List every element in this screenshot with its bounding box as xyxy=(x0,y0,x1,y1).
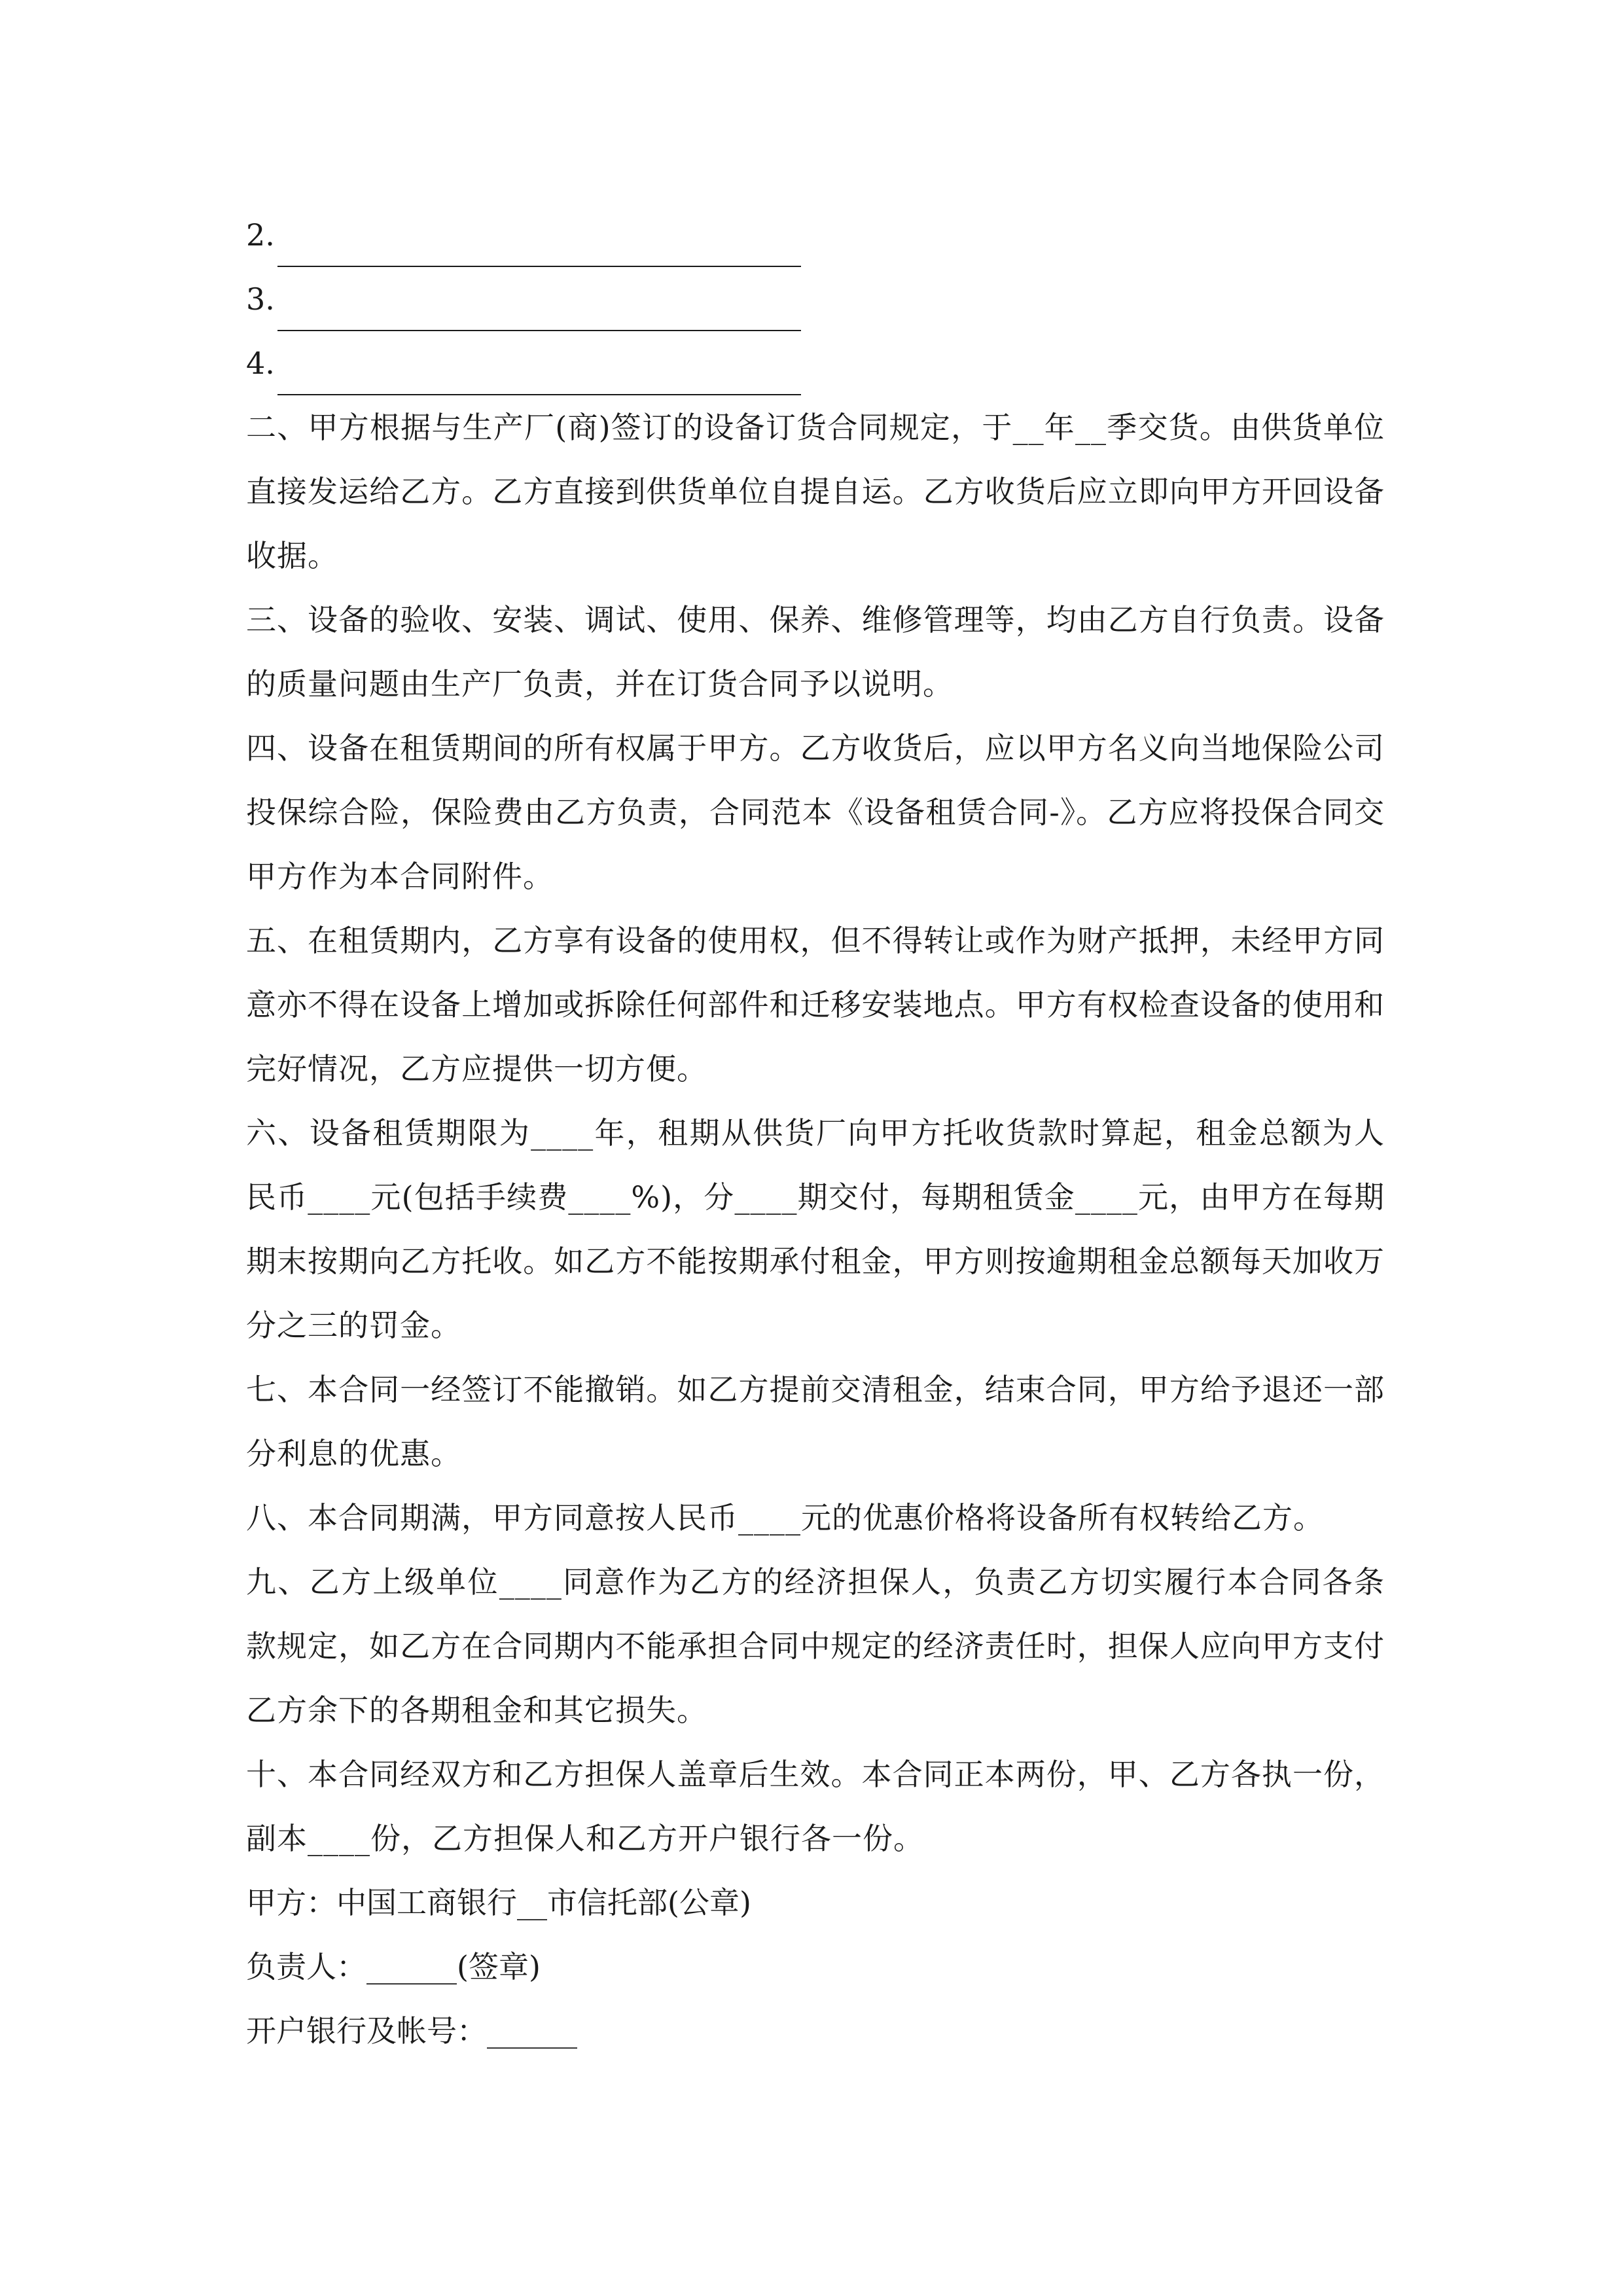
bank-account-line: 开户银行及帐号：______ xyxy=(246,2013,577,2049)
contract-page xyxy=(246,203,1385,2063)
item-number: 4. xyxy=(246,346,275,381)
clause-4-ownership: 四、设备在租赁期间的所有权属于甲方。乙方收货后，应以甲方名义向当地保险公司投保综合险，保险费由乙方负责，合同范本《设备租赁合同-》。乙方应将投保合同交甲方作为本合同附件。 xyxy=(246,730,1385,894)
item-number: 3. xyxy=(246,281,275,317)
clause-3-installation: 三、设备的验收、安装、调试、使用、保养、维修管理等，均由乙方自行负责。设备的质量问题由生产厂负责，并在订货合同予以说明。 xyxy=(246,602,1385,702)
clause-6-lease-term: 六、设备租赁期限为____年，租期从供货厂向甲方托收货款时算起，租金总额为人民币____元(包括手续费____%)，分____期交付，每期租赁金____元，由甲方在每期期末按期向乙方托收。如乙方不能按期承付租金，甲方则按逾期租金总额每天加收万分之三的罚金。 xyxy=(246,1115,1385,1343)
item-number: 2. xyxy=(246,217,275,253)
clause-8-transfer: 八、本合同期满，甲方同意按人民币____元的优惠价格将设备所有权转给乙方。 xyxy=(246,1500,1324,1535)
blank-item-2 xyxy=(246,203,1385,267)
clause-9-guarantor: 九、乙方上级单位____同意作为乙方的经济担保人，负责乙方切实履行本合同各条款规定，如乙方在合同期内不能承担合同中规定的经济责任时，担保人应向甲方支付乙方余下的各期租金和其它损失。 xyxy=(246,1564,1385,1728)
clause-5-usage-rights: 五、在租赁期内，乙方享有设备的使用权，但不得转让或作为财产抵押，未经甲方同意亦不得在设备上增加或拆除任何部件和迁移安装地点。甲方有权检查设备的使用和完好情况，乙方应提供一切方便。 xyxy=(246,923,1385,1086)
blank-item-3 xyxy=(246,267,1385,331)
clause-2-delivery: 二、甲方根据与生产厂(商)签订的设备订货合同规定，于__年__季交货。由供货单位直接发运给乙方。乙方直接到供货单位自提自运。乙方收货后应立即向甲方开回设备收据。 xyxy=(246,410,1385,573)
clause-10-effect: 十、本合同经双方和乙方担保人盖章后生效。本合同正本两份，甲、乙方各执一份，副本____份，乙方担保人和乙方开户银行各一份。 xyxy=(246,1757,1385,1856)
fill-in-blank-line xyxy=(277,225,801,267)
party-a-line: 甲方：中国工商银行__市信托部(公章) xyxy=(246,1885,751,1920)
fill-in-blank-line xyxy=(277,289,801,331)
clause-7-irrevocable: 七、本合同一经签订不能撤销。如乙方提前交清租金，结束合同，甲方给予退还一部分利息的优惠。 xyxy=(246,1372,1385,1471)
fill-in-blank-line xyxy=(277,353,801,395)
blank-item-4 xyxy=(246,331,1385,395)
responsible-person-line: 负责人：______(签章) xyxy=(246,1949,541,1984)
